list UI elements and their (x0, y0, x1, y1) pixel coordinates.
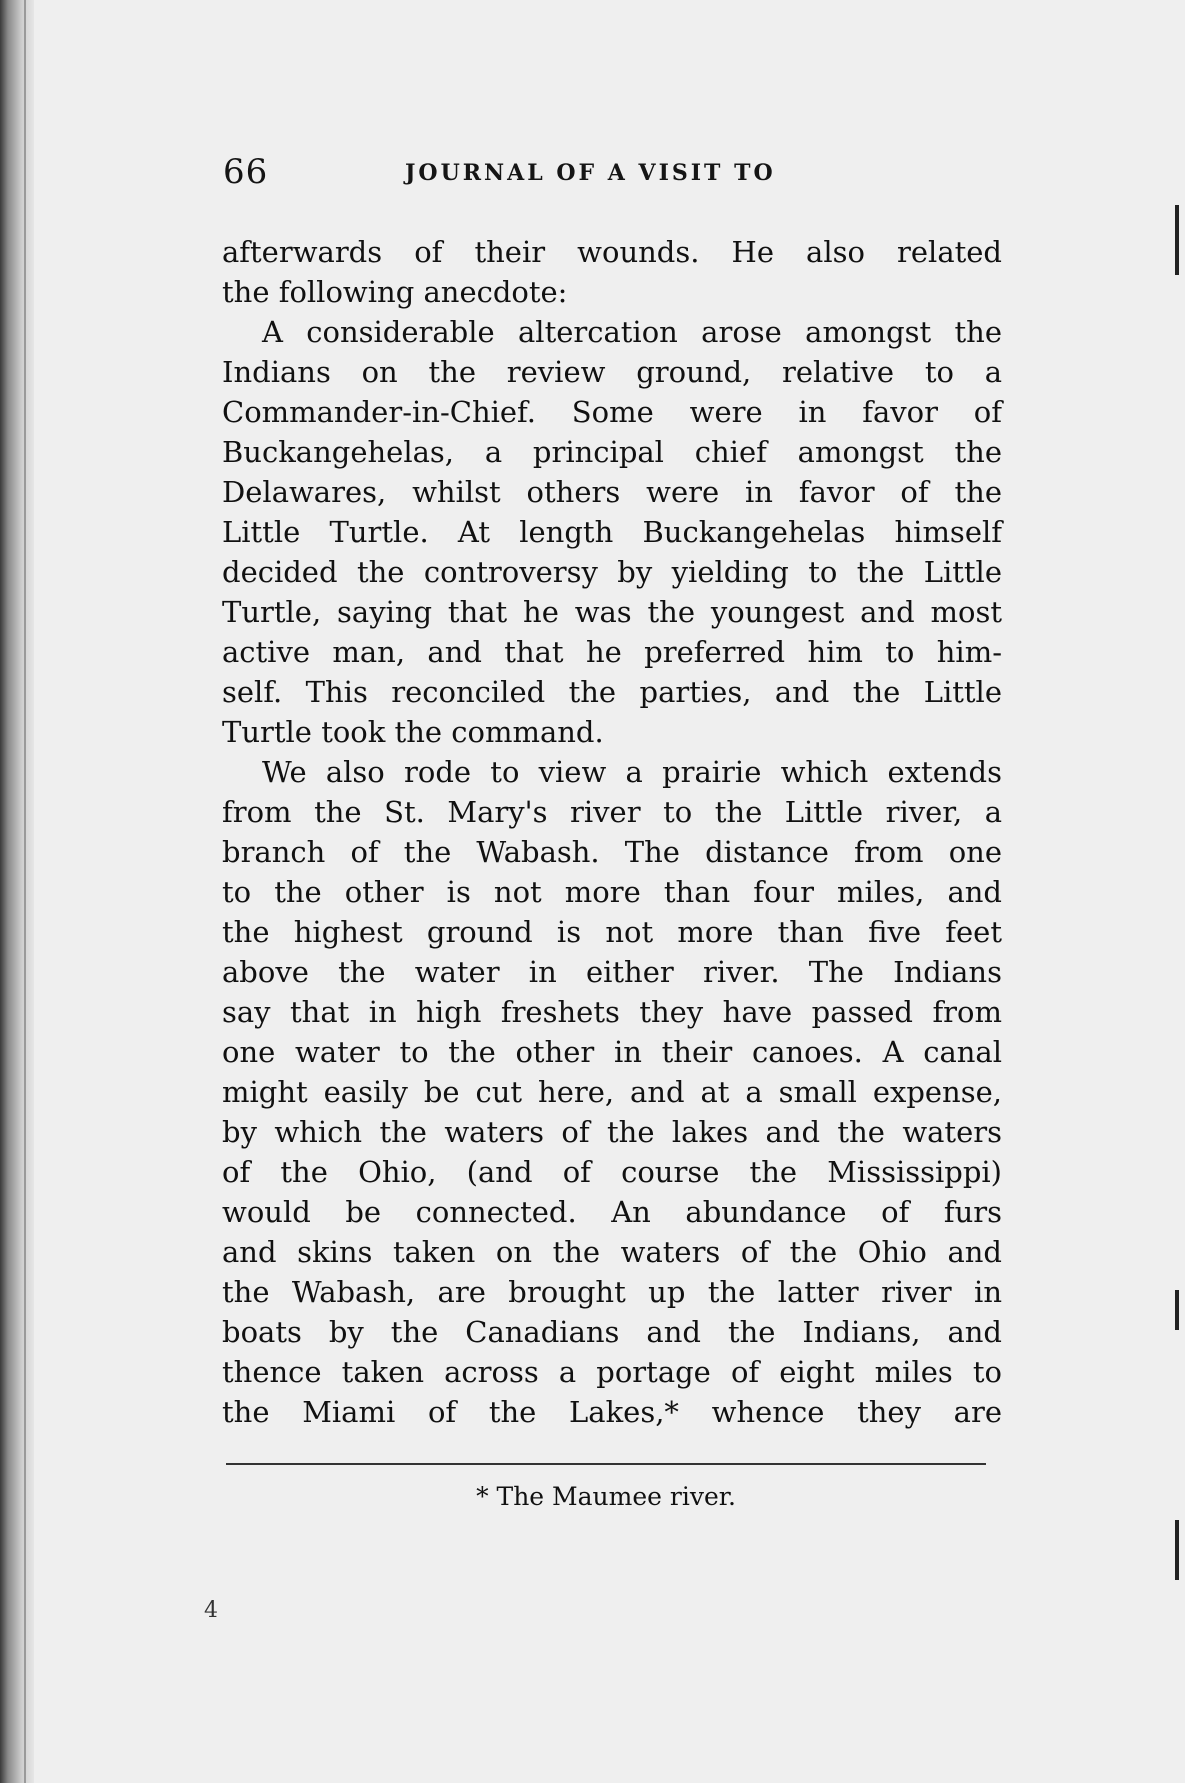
edge-speck (1175, 1520, 1179, 1580)
text-line: We also rode to view a prairie which extends (262, 755, 1002, 789)
page-number: 66 (223, 152, 269, 192)
text-line: Turtle took the command. (222, 715, 604, 749)
text-line: active man, and that he preferred him to him- (222, 635, 1002, 669)
text-line: Delawares, whilst others were in favor of the (222, 475, 1002, 509)
binding-gutter (0, 0, 34, 1783)
text-line: Turtle, saying that he was the youngest and most (222, 595, 1002, 629)
text-line: the highest ground is not more than five feet (222, 915, 1002, 949)
text-line: and skins taken on the waters of the Ohio and (222, 1235, 1002, 1269)
gutter-line (24, 0, 26, 1783)
text-line: say that in high freshets they have passed from (222, 995, 1002, 1029)
text-line: might easily be cut here, and at a small expense, (222, 1075, 1002, 1109)
text-line: by which the waters of the lakes and the waters (222, 1115, 1002, 1149)
text-line: the following anecdote: (222, 275, 568, 309)
text-line: boats by the Canadians and the Indians, and (222, 1315, 1002, 1349)
text-line: self. This reconciled the parties, and the Little (222, 675, 1002, 709)
text-line: decided the controversy by yielding to the Little (222, 555, 1002, 589)
edge-speck (1175, 205, 1179, 275)
text-line: one water to the other in their canoes. A canal (222, 1035, 1002, 1069)
text-line: Buckangehelas, a principal chief amongst the (222, 435, 1002, 469)
text-line: of the Ohio, (and of course the Mississippi) (222, 1155, 1002, 1189)
text-line: from the St. Mary's river to the Little river, a (222, 795, 1002, 829)
text-line: the Wabash, are brought up the latter river in (222, 1275, 1002, 1309)
text-line: Commander-in-Chief. Some were in favor of (222, 395, 1002, 429)
footnote: * The Maumee river. (476, 1482, 736, 1511)
stray-mark: 4 (204, 1598, 218, 1623)
text-line: thence taken across a portage of eight miles to (222, 1355, 1002, 1389)
text-line: to the other is not more than four miles, and (222, 875, 1002, 909)
text-line: Indians on the review ground, relative to a (222, 355, 1002, 389)
text-line: Little Turtle. At length Buckangehelas himself (222, 515, 1002, 549)
running-head: JOURNAL OF A VISIT TO (405, 160, 776, 186)
text-line: the Miami of the Lakes,* whence they are (222, 1395, 1002, 1429)
text-line: A considerable altercation arose amongst the (262, 315, 1002, 349)
footnote-rule (226, 1463, 986, 1465)
text-line: above the water in either river. The Indians (222, 955, 1002, 989)
body-text (222, 232, 1002, 1432)
text-line: afterwards of their wounds. He also related (222, 235, 1002, 269)
text-line: branch of the Wabash. The distance from one (222, 835, 1002, 869)
page-header (223, 152, 1003, 192)
edge-speck (1175, 1290, 1179, 1330)
text-line: would be connected. An abundance of furs (222, 1195, 1002, 1229)
